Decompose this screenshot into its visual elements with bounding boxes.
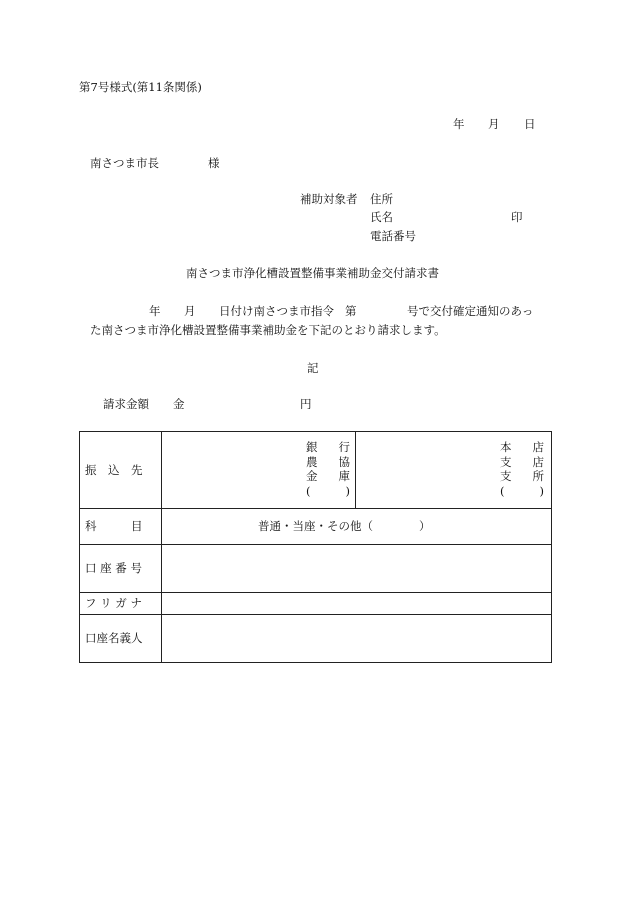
form-number: 第7号様式(第11条関係)	[79, 80, 202, 94]
body-month: 月	[184, 304, 196, 318]
account-number-label: 口 座 番 号	[85, 561, 142, 575]
applicant-label: 補助対象者	[300, 192, 358, 206]
furigana-label-cell	[80, 593, 162, 615]
bank-type-other: ( )	[306, 483, 350, 498]
account-holder-label-cell	[80, 615, 162, 663]
account-holder-label: 口座名義人	[85, 631, 143, 645]
ki-mark: 記	[307, 361, 319, 375]
addressee-name: 南さつま市長	[90, 156, 159, 170]
date-month-label: 月	[488, 117, 500, 131]
account-type-options: 普通・当座・その他（ ）	[258, 519, 431, 533]
phone-label: 電話番号	[370, 229, 416, 243]
seal-mark: 印	[511, 210, 523, 224]
bank-type-list	[306, 442, 350, 497]
branch-name-cell[interactable]	[356, 432, 552, 509]
account-number-row	[80, 545, 552, 593]
account-holder-input-cell[interactable]	[162, 615, 552, 663]
body-year: 年	[149, 304, 161, 318]
branch-type-sub-branch: 支 所	[500, 469, 544, 483]
account-holder-row	[80, 615, 552, 663]
branch-type-head-office: 本 店	[500, 440, 544, 454]
bank-transfer-table	[79, 431, 552, 663]
request-amount-label: 請求金額	[103, 397, 149, 411]
body-dai: 第	[345, 304, 357, 318]
bank-type-agricultural-coop: 農 協	[306, 454, 350, 469]
account-number-label-cell	[80, 545, 162, 593]
branch-type-branch: 支 店	[500, 454, 544, 469]
body-date-ref: 日付け南さつま市指令	[219, 304, 334, 318]
name-label: 氏名	[370, 210, 393, 224]
transfer-label-cell	[80, 432, 162, 509]
branch-type-other: ( )	[500, 483, 544, 498]
date-day-label: 日	[524, 117, 536, 131]
bank-type-credit-union: 金 庫	[306, 469, 350, 483]
bank-name-cell[interactable]	[162, 432, 356, 509]
account-number-input-cell[interactable]	[162, 545, 552, 593]
transfer-label: 振 込 先	[85, 463, 143, 477]
body-notice: 号で交付確定通知のあっ	[407, 304, 534, 318]
date-year-label: 年	[453, 117, 465, 131]
furigana-row	[80, 593, 552, 615]
addressee-honorific: 様	[208, 156, 220, 170]
bank-type-bank: 銀 行	[306, 440, 350, 454]
account-type-value-cell[interactable]	[162, 509, 552, 545]
request-amount-prefix: 金	[173, 397, 185, 411]
furigana-label: フ リ ガ ナ	[85, 596, 142, 610]
address-label: 住所	[370, 192, 393, 206]
branch-type-list	[500, 442, 544, 497]
account-type-row	[80, 509, 552, 545]
account-type-label: 科 目	[85, 519, 143, 533]
transfer-row	[80, 432, 552, 509]
body-line2: た南さつま市浄化槽設置整備事業補助金を下記のとおり請求します。	[90, 323, 446, 337]
account-type-label-cell	[80, 509, 162, 545]
request-amount-unit: 円	[300, 397, 312, 411]
document-title: 南さつま市浄化槽設置整備事業補助金交付請求書	[186, 266, 439, 280]
furigana-input-cell[interactable]	[162, 593, 552, 615]
